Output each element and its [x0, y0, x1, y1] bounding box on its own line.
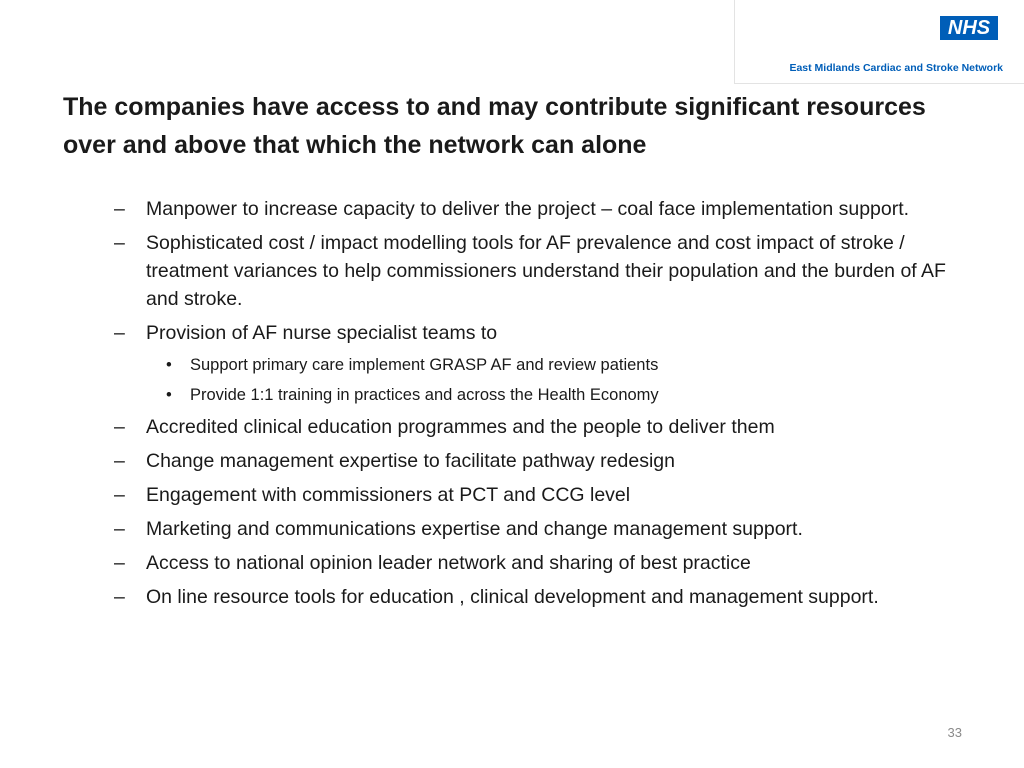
dash-marker: – [114, 586, 125, 608]
bullet-text: Marketing and communications expertise and change management support. [146, 518, 803, 540]
dash-marker: – [114, 552, 125, 574]
bullet-item-online-tools [112, 583, 972, 611]
page-number: 33 [947, 725, 962, 740]
bullet-text: Engagement with commissioners at PCT and CCG level [146, 484, 631, 506]
dash-marker: – [114, 450, 125, 472]
bullet-text: Change management expertise to facilitate pathway redesign [146, 450, 675, 472]
bullet-text: Manpower to increase capacity to deliver the project – coal face implementation support. [146, 198, 910, 220]
dash-marker: – [114, 232, 125, 254]
network-name: East Midlands Cardiac and Stroke Network [789, 62, 1003, 74]
bullet-text: Accredited clinical education programmes and the people to deliver them [146, 416, 775, 438]
bullet-list [112, 195, 972, 617]
bullet-item-nurse-teams [112, 319, 972, 347]
slide-title: The companies have access to and may contribute significant resources over and above that which the network can alone [63, 93, 926, 159]
dash-marker: – [114, 322, 125, 344]
dash-marker: – [114, 518, 125, 540]
bullet-text: Sophisticated cost / impact modelling tools for AF prevalence and cost impact of stroke / treatment variances to help commissioners understand their population and the burden of AF and stroke. [146, 232, 946, 310]
nhs-logo-panel [734, 0, 1024, 84]
bullet-item-manpower [112, 195, 972, 223]
dash-marker: – [114, 198, 125, 220]
bullet-text: Access to national opinion leader network and sharing of best practice [146, 552, 751, 574]
bullet-item-engagement [112, 481, 972, 509]
sub-bullet-primary-care [112, 353, 972, 377]
bullet-text: Provision of AF nurse specialist teams to [146, 322, 498, 344]
bullet-text: On line resource tools for education , clinical development and management support. [146, 586, 879, 608]
nhs-logo-badge: NHS [940, 16, 998, 40]
bullet-text: Provide 1:1 training in practices and across the Health Economy [190, 386, 659, 404]
bullet-item-opinion-leaders [112, 549, 972, 577]
sub-bullet-training [112, 383, 972, 407]
bullet-item-marketing [112, 515, 972, 543]
bullet-text: Support primary care implement GRASP AF and review patients [190, 356, 659, 374]
bullet-item-change-management [112, 447, 972, 475]
dash-marker: – [114, 484, 125, 506]
dot-marker: • [166, 356, 172, 374]
dot-marker: • [166, 386, 172, 404]
bullet-item-cost-modelling [112, 229, 972, 313]
dash-marker: – [114, 416, 125, 438]
bullet-item-education [112, 413, 972, 441]
